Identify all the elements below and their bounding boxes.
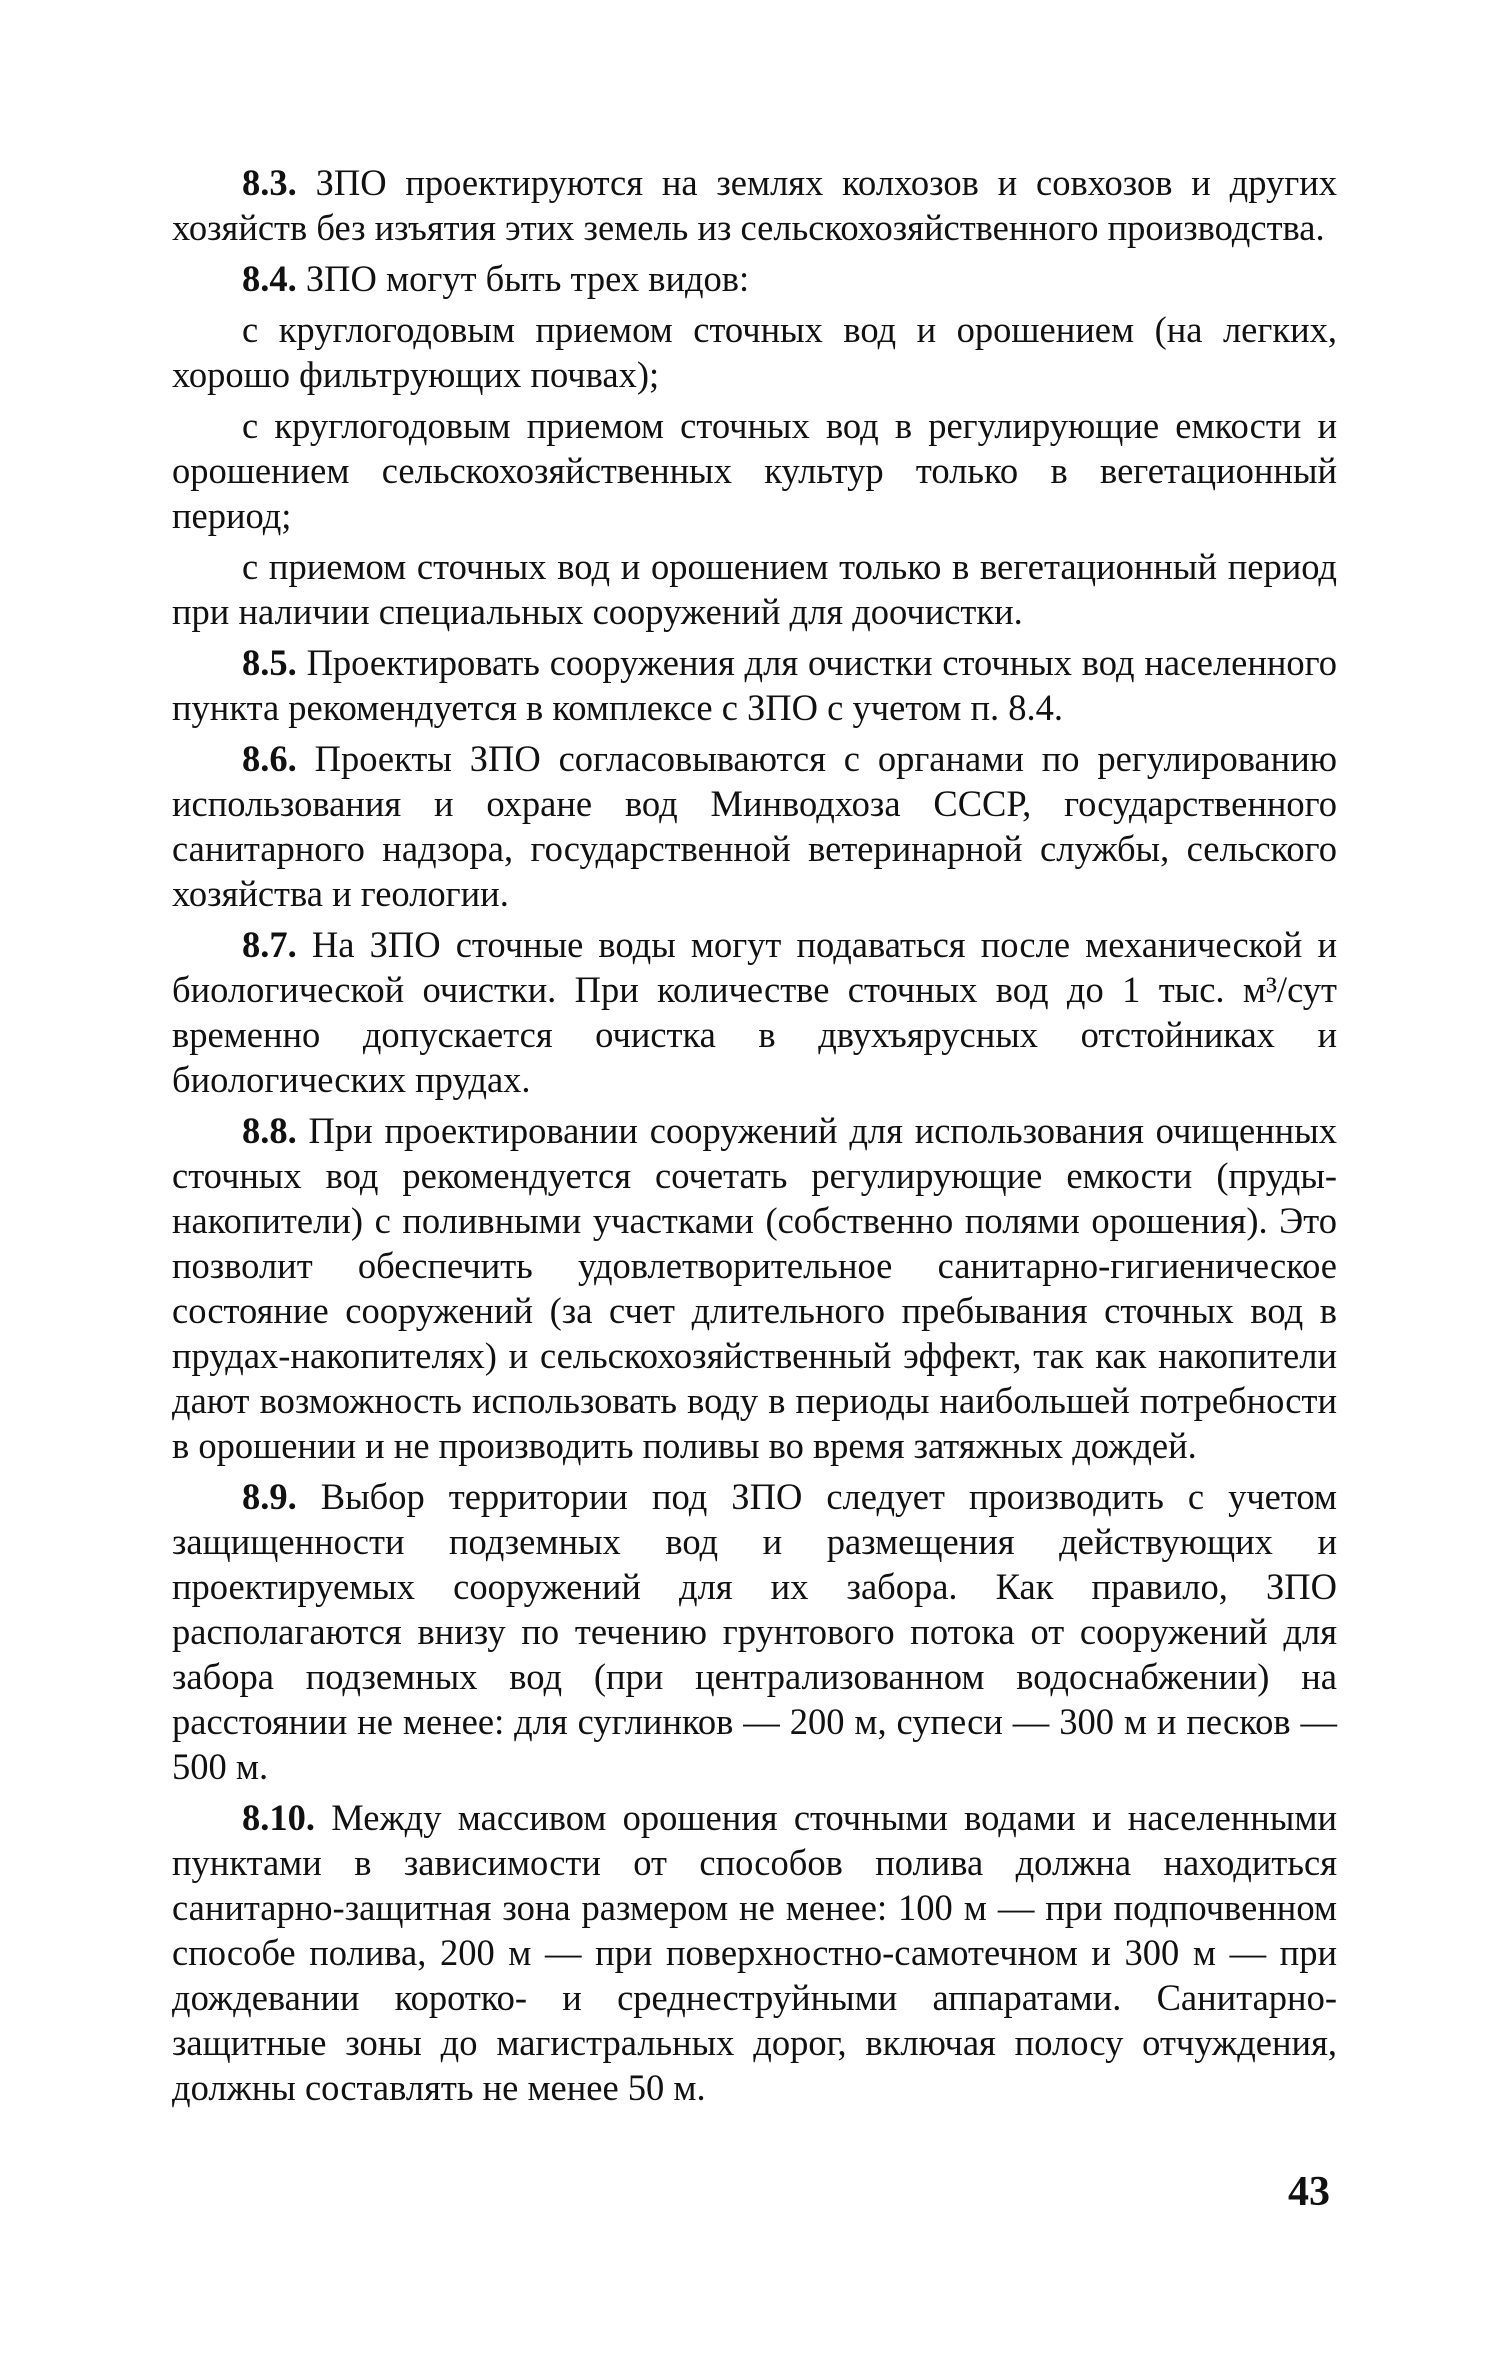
paragraph-text: При проектировании сооружений для использования очищенных сточных вод рекомендуется сочетать регулирующие емкости (пруды-накопители) с поливными участками (собственно полями орошения). Это позволит обеспечить удовлетворительное санитарно-гигиеническое состояние сооружений (за счет длительного пребывания сточных вод в прудах-накопителях) и сельскохозяйственный эффект, так как накопители дают возможность использовать воду в периоды наибольшей потребности в орошении и не производить поливы во время затяжных дождей. [172,1110,1337,1466]
clause-number: 8.4. [242,258,297,299]
page-number: 43 [1288,2169,1330,2215]
clause-number: 8.10. [242,1797,315,1838]
paragraph-8-6 [172,736,1337,916]
paragraph-8-4 [172,256,1337,301]
paragraph-text: ЗПО могут быть трех видов: [305,258,750,299]
paragraph-text: На ЗПО сточные воды могут подаваться после механической и биологической очистки. При количестве сточных вод до 1 тыс. м³/сут временно допускается очистка в двухъярусных отстойниках и биологических прудах. [172,924,1338,1100]
document-body [172,160,1337,2116]
paragraph-text: с круглогодовым приемом сточных вод в регулирующие емкости и орошением сельскохозяйственных культур только в вегетационный период; [172,405,1337,536]
clause-number: 8.6. [242,738,297,779]
paragraph-text: с круглогодовым приемом сточных вод и орошением (на легких, хорошо фильтрующих почвах); [172,309,1337,395]
clause-number: 8.8. [242,1110,297,1151]
paragraph-8-10 [172,1795,1337,2110]
paragraph-8-3 [172,160,1337,250]
clause-number: 8.9. [242,1476,297,1517]
list-item-type-2 [172,403,1337,538]
clause-number: 8.5. [242,642,297,683]
paragraph-text: Выбор территории под ЗПО следует производить с учетом защищенности подземных вод и размещения действующих и проектируемых сооружений для их забора. Как правило, ЗПО располагаются внизу по течению грунтового потока от сооружений для забора подземных вод (при централизованном водоснабжении) на расстоянии не менее: для суглинков — 200 м, супеси — 300 м и песков — 500 м. [172,1476,1338,1787]
list-item-type-3 [172,544,1337,634]
clause-number: 8.7. [242,924,297,965]
paragraph-text: ЗПО проектируются на землях колхозов и совхозов и других хозяйств без изъятия этих земель из сельскохозяйственного производства. [172,162,1338,248]
list-item-type-1 [172,307,1337,397]
paragraph-text: Между массивом орошения сточными водами и населенными пунктами в зависимости от способов полива должна находиться санитарно-защитная зона размером не менее: 100 м — при подпочвенном способе полива, 200 м — при поверхностно-самотечном и 300 м — при дождевании коротко- и среднеструйными аппаратами. Санитарно-защитные зоны до магистральных дорог, включая полосу отчуждения, должны составлять не менее 50 м. [172,1797,1337,2108]
paragraph-8-7 [172,922,1337,1102]
paragraph-8-8 [172,1108,1337,1468]
paragraph-text: с приемом сточных вод и орошением только в вегетационный период при наличии специальных сооружений для доочистки. [172,546,1337,632]
paragraph-8-9 [172,1474,1337,1789]
paragraph-text: Проектировать сооружения для очистки сточных вод населенного пункта рекомендуется в комплексе с ЗПО с учетом п. 8.4. [172,642,1337,728]
paragraph-8-5 [172,640,1337,730]
paragraph-text: Проекты ЗПО согласовываются с органами по регулированию использования и охране вод Минводхоза СССР, государственного санитарного надзора, государственной ветеринарной службы, сельского хозяйства и геологии. [172,738,1337,914]
clause-number: 8.3. [242,162,297,203]
